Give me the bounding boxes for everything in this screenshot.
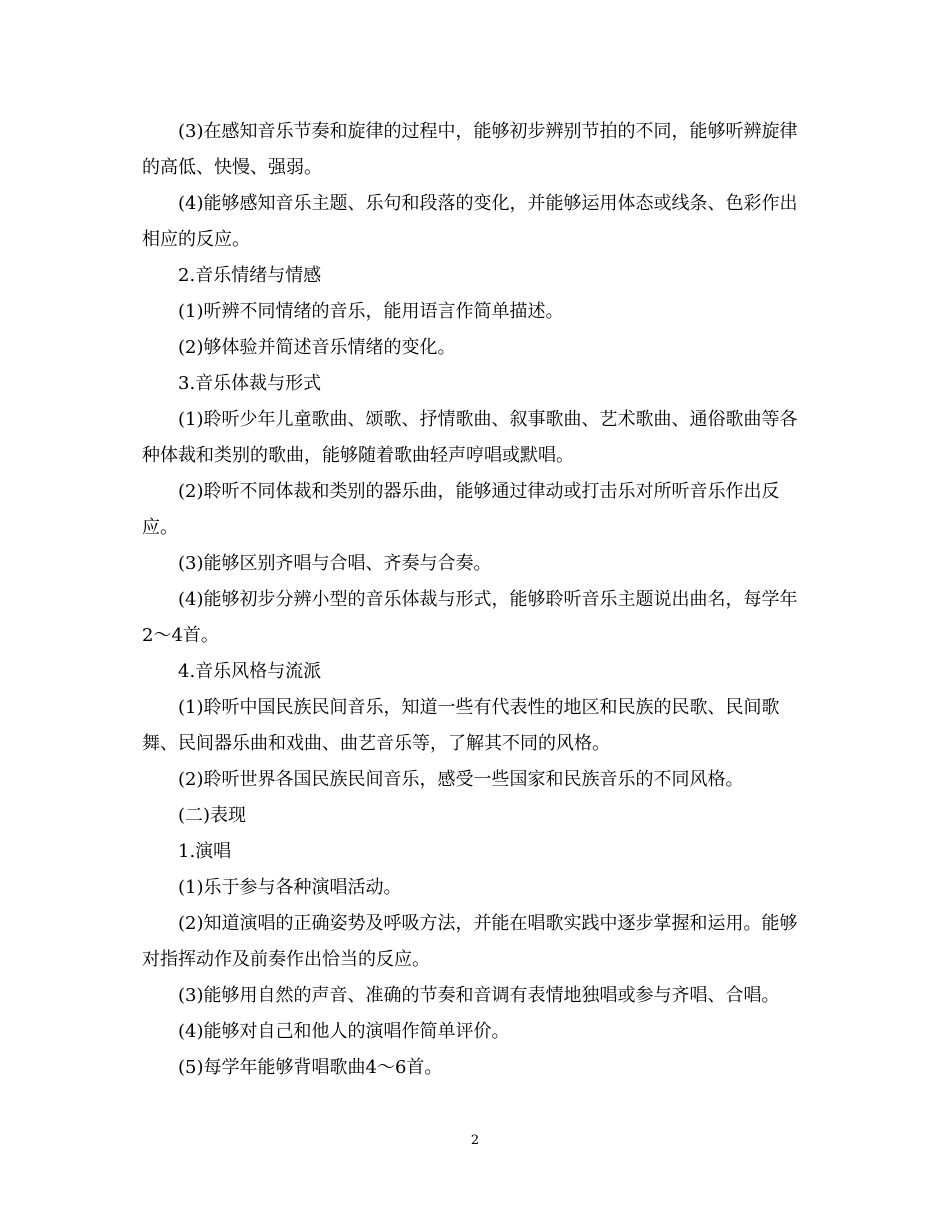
heading-music-style-school: 4.音乐风格与流派 bbox=[178, 661, 322, 682]
paragraph-genre-unison-chorus: (3)能够区别齐唱与合唱、齐奏与合奏。 bbox=[178, 553, 492, 574]
document-body bbox=[142, 114, 808, 1086]
paragraph-singing-evaluate: (4)能够对自己和他人的演唱作简单评价。 bbox=[178, 1021, 510, 1042]
paragraph-perception-rhythm-melody: (3)在感知音乐节奏和旋律的过程中，能够初步辨别节拍的不同，能够听辨旋律的高低、快慢、强弱。 bbox=[142, 121, 798, 178]
paragraph-genre-instrumental: (2)聆听不同体裁和类别的器乐曲，能够通过律动或打击乐对所听音乐作出反应。 bbox=[142, 481, 780, 538]
paragraph-singing-participate: (1)乐于参与各种演唱活动。 bbox=[178, 877, 402, 898]
page-number: 2 bbox=[470, 1133, 480, 1148]
heading-music-genre-form: 3.音乐体裁与形式 bbox=[178, 373, 322, 394]
paragraph-style-chinese-folk: (1)聆听中国民族民间音乐，知道一些有代表性的地区和民族的民歌、民间歌舞、民间器乐曲和戏曲、曲艺音乐等，了解其不同的风格。 bbox=[142, 697, 780, 754]
paragraph-emotion-change: (2)够体验并简述音乐情绪的变化。 bbox=[178, 337, 456, 358]
paragraph-emotion-describe: (1)听辨不同情绪的音乐，能用语言作简单描述。 bbox=[178, 301, 564, 322]
paragraph-singing-natural-voice: (3)能够用自然的声音、准确的节奏和音调有表情地独唱或参与齐唱、合唱。 bbox=[178, 985, 780, 1006]
paragraph-style-world-folk: (2)聆听世界各国民族民间音乐，感受一些国家和民族音乐的不同风格。 bbox=[178, 769, 744, 790]
paragraph-singing-posture-breathing: (2)知道演唱的正确姿势及呼吸方法，并能在唱歌实践中逐步掌握和运用。能够对指挥动作及前奏作出恰当的反应。 bbox=[142, 913, 798, 970]
paragraph-perception-theme-phrase: (4)能够感知音乐主题、乐句和段落的变化，并能够运用体态或线条、色彩作出相应的反应。 bbox=[142, 193, 798, 250]
paragraph-genre-songs: (1)聆听少年儿童歌曲、颂歌、抒情歌曲、叙事歌曲、艺术歌曲、通俗歌曲等各种体裁和类别的歌曲，能够随着歌曲轻声哼唱或默唱。 bbox=[142, 409, 798, 466]
paragraph-genre-identify-titles: (4)能够初步分辨小型的音乐体裁与形式，能够聆听音乐主题说出曲名，每学年2～4首。 bbox=[142, 589, 798, 646]
paragraph-singing-memorize: (5)每学年能够背唱歌曲4～6首。 bbox=[178, 1057, 443, 1078]
heading-performance: (二)表现 bbox=[178, 805, 247, 826]
heading-singing: 1.演唱 bbox=[178, 841, 232, 862]
heading-music-emotion: 2.音乐情绪与情感 bbox=[178, 265, 322, 286]
